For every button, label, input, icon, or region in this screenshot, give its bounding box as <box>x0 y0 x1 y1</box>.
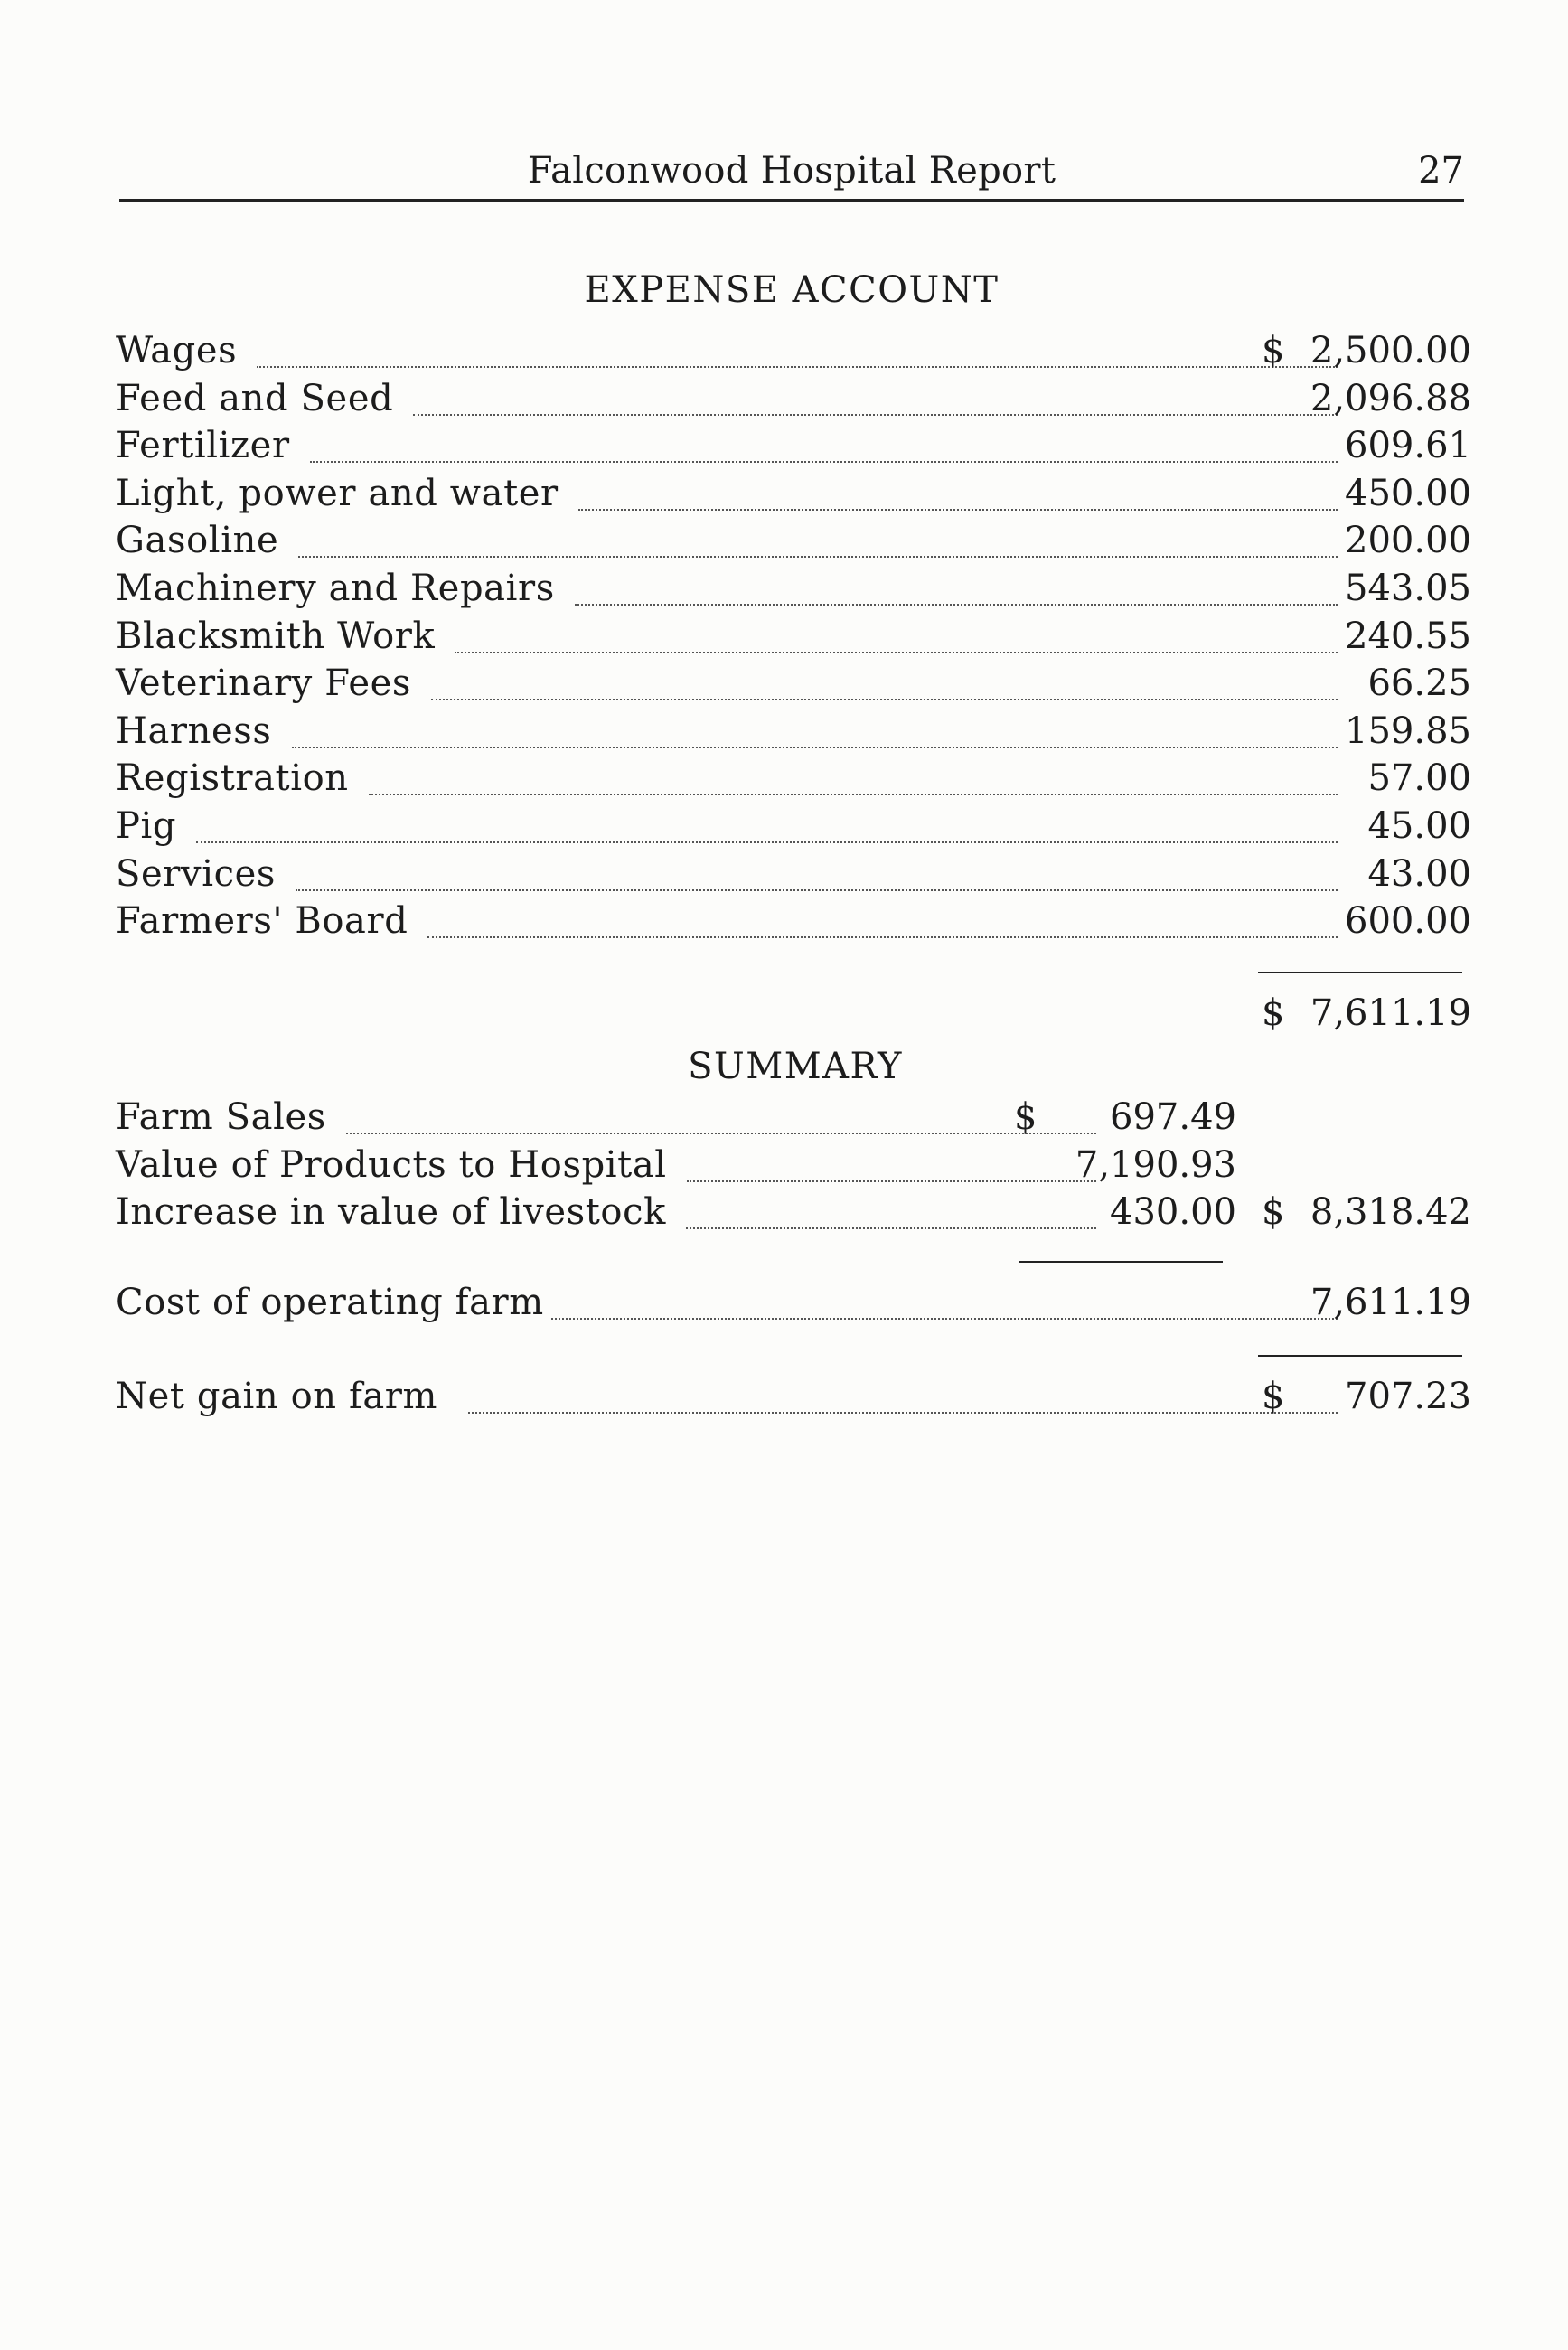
summary-item-label: Value of Products to Hospital <box>116 1143 667 1186</box>
expense-item-row <box>116 710 1471 757</box>
expense-item-amount: 200.00 <box>1345 520 1471 562</box>
expense-item-leader <box>292 747 1338 748</box>
expense-item-amount: 2,096.88 <box>1310 377 1471 419</box>
expense-item-label: Wages <box>116 330 238 371</box>
income-total-dollar-sign: $ <box>1262 1191 1285 1233</box>
net-rule <box>1258 1355 1462 1357</box>
expense-item-amount: 2,500.00 <box>1310 330 1471 371</box>
cost-leader <box>551 1318 1338 1320</box>
income-total-amount: 8,318.42 <box>1310 1191 1471 1233</box>
expense-item-label: Harness <box>116 710 272 752</box>
expense-item-leader <box>296 889 1338 891</box>
expense-total-row <box>116 992 1471 1039</box>
cost-amount: 7,611.19 <box>1310 1282 1471 1323</box>
page-header <box>119 146 1464 202</box>
expense-item-amount: 609.61 <box>1345 425 1471 467</box>
expense-item-label: Gasoline <box>116 520 279 562</box>
expense-item-row <box>116 663 1471 710</box>
expense-item-row <box>116 757 1471 804</box>
expense-item-amount: 543.05 <box>1345 568 1471 609</box>
summary-item-amount: 7,190.93 <box>1075 1143 1236 1186</box>
expense-item-leader <box>431 699 1338 700</box>
summary-heading: SUMMARY <box>688 1046 903 1087</box>
expense-item-amount: 450.00 <box>1345 472 1471 514</box>
expense-item-leader <box>427 936 1338 938</box>
summary-item-amount: 430.00 <box>1110 1191 1236 1233</box>
summary-item-row <box>116 1096 1236 1143</box>
expense-item-leader <box>257 366 1338 368</box>
expense-item-row <box>116 900 1471 947</box>
expense-item-label: Registration <box>116 757 349 800</box>
summary-dollar-sign: $ <box>1014 1096 1038 1138</box>
expense-item-leader <box>413 414 1338 416</box>
summary-item-label: Increase in value of livestock <box>116 1191 666 1233</box>
net-leader <box>468 1412 1338 1414</box>
expense-item-row <box>116 520 1471 567</box>
summary-item-row <box>116 1144 1236 1191</box>
expense-item-row <box>116 378 1471 425</box>
expense-item-amount: 43.00 <box>1367 852 1471 895</box>
header-title: Falconwood Hospital Report <box>527 150 1056 192</box>
expense-item-label: Blacksmith Work <box>116 615 436 657</box>
expense-item-leader <box>455 652 1338 653</box>
expense-item-label: Fertilizer <box>116 425 290 467</box>
expense-item-leader <box>369 794 1338 795</box>
expense-item-amount: 57.00 <box>1367 757 1471 800</box>
expense-item-label: Veterinary Fees <box>116 663 412 705</box>
expense-item-label: Light, power and water <box>116 472 559 514</box>
expense-item-row <box>116 805 1471 852</box>
expense-item-row <box>116 616 1471 663</box>
expense-item-amount: 66.25 <box>1367 663 1471 705</box>
expense-total-amount: 7,611.19 <box>1310 992 1471 1034</box>
expense-item-leader <box>310 461 1338 463</box>
expense-account-heading: EXPENSE ACCOUNT <box>584 269 1000 311</box>
summary-item-leader <box>346 1133 1096 1134</box>
expense-item-label: Services <box>116 852 276 895</box>
expense-item-label: Feed and Seed <box>116 377 394 419</box>
expense-item-label: Machinery and Repairs <box>116 568 555 609</box>
expense-item-leader <box>196 841 1338 843</box>
expense-item-leader <box>578 509 1338 511</box>
summary-item-label: Farm Sales <box>116 1096 326 1138</box>
expense-item-amount: 240.55 <box>1345 615 1471 657</box>
expense-item-row <box>116 568 1471 615</box>
expense-item-label: Farmers' Board <box>116 900 408 943</box>
expense-item-label: Pig <box>116 805 177 847</box>
expense-item-row <box>116 473 1471 520</box>
cost-row <box>116 1282 1471 1329</box>
expense-item-amount: 600.00 <box>1345 900 1471 943</box>
expense-item-row <box>116 330 1471 377</box>
summary-subtotal-rule <box>1019 1261 1223 1263</box>
cost-label: Cost of operating farm <box>116 1282 544 1323</box>
net-amount: 707.23 <box>1345 1376 1471 1417</box>
expense-item-row <box>116 853 1471 900</box>
net-label: Net gain on farm <box>116 1376 438 1417</box>
expense-item-leader <box>298 556 1338 558</box>
net-row <box>116 1376 1471 1423</box>
expense-total-dollar-sign: $ <box>1262 992 1285 1034</box>
expense-total-rule <box>1258 972 1462 973</box>
expense-dollar-sign: $ <box>1262 330 1285 371</box>
expense-item-row <box>116 425 1471 472</box>
page-number: 27 <box>1418 150 1464 192</box>
summary-item-leader <box>687 1180 1096 1182</box>
expense-item-amount: 45.00 <box>1367 805 1471 847</box>
summary-income-total <box>116 1191 1471 1238</box>
net-dollar-sign: $ <box>1262 1376 1285 1417</box>
expense-item-amount: 159.85 <box>1345 710 1471 752</box>
expense-item-leader <box>575 604 1338 606</box>
summary-item-amount: 697.49 <box>1110 1096 1236 1138</box>
